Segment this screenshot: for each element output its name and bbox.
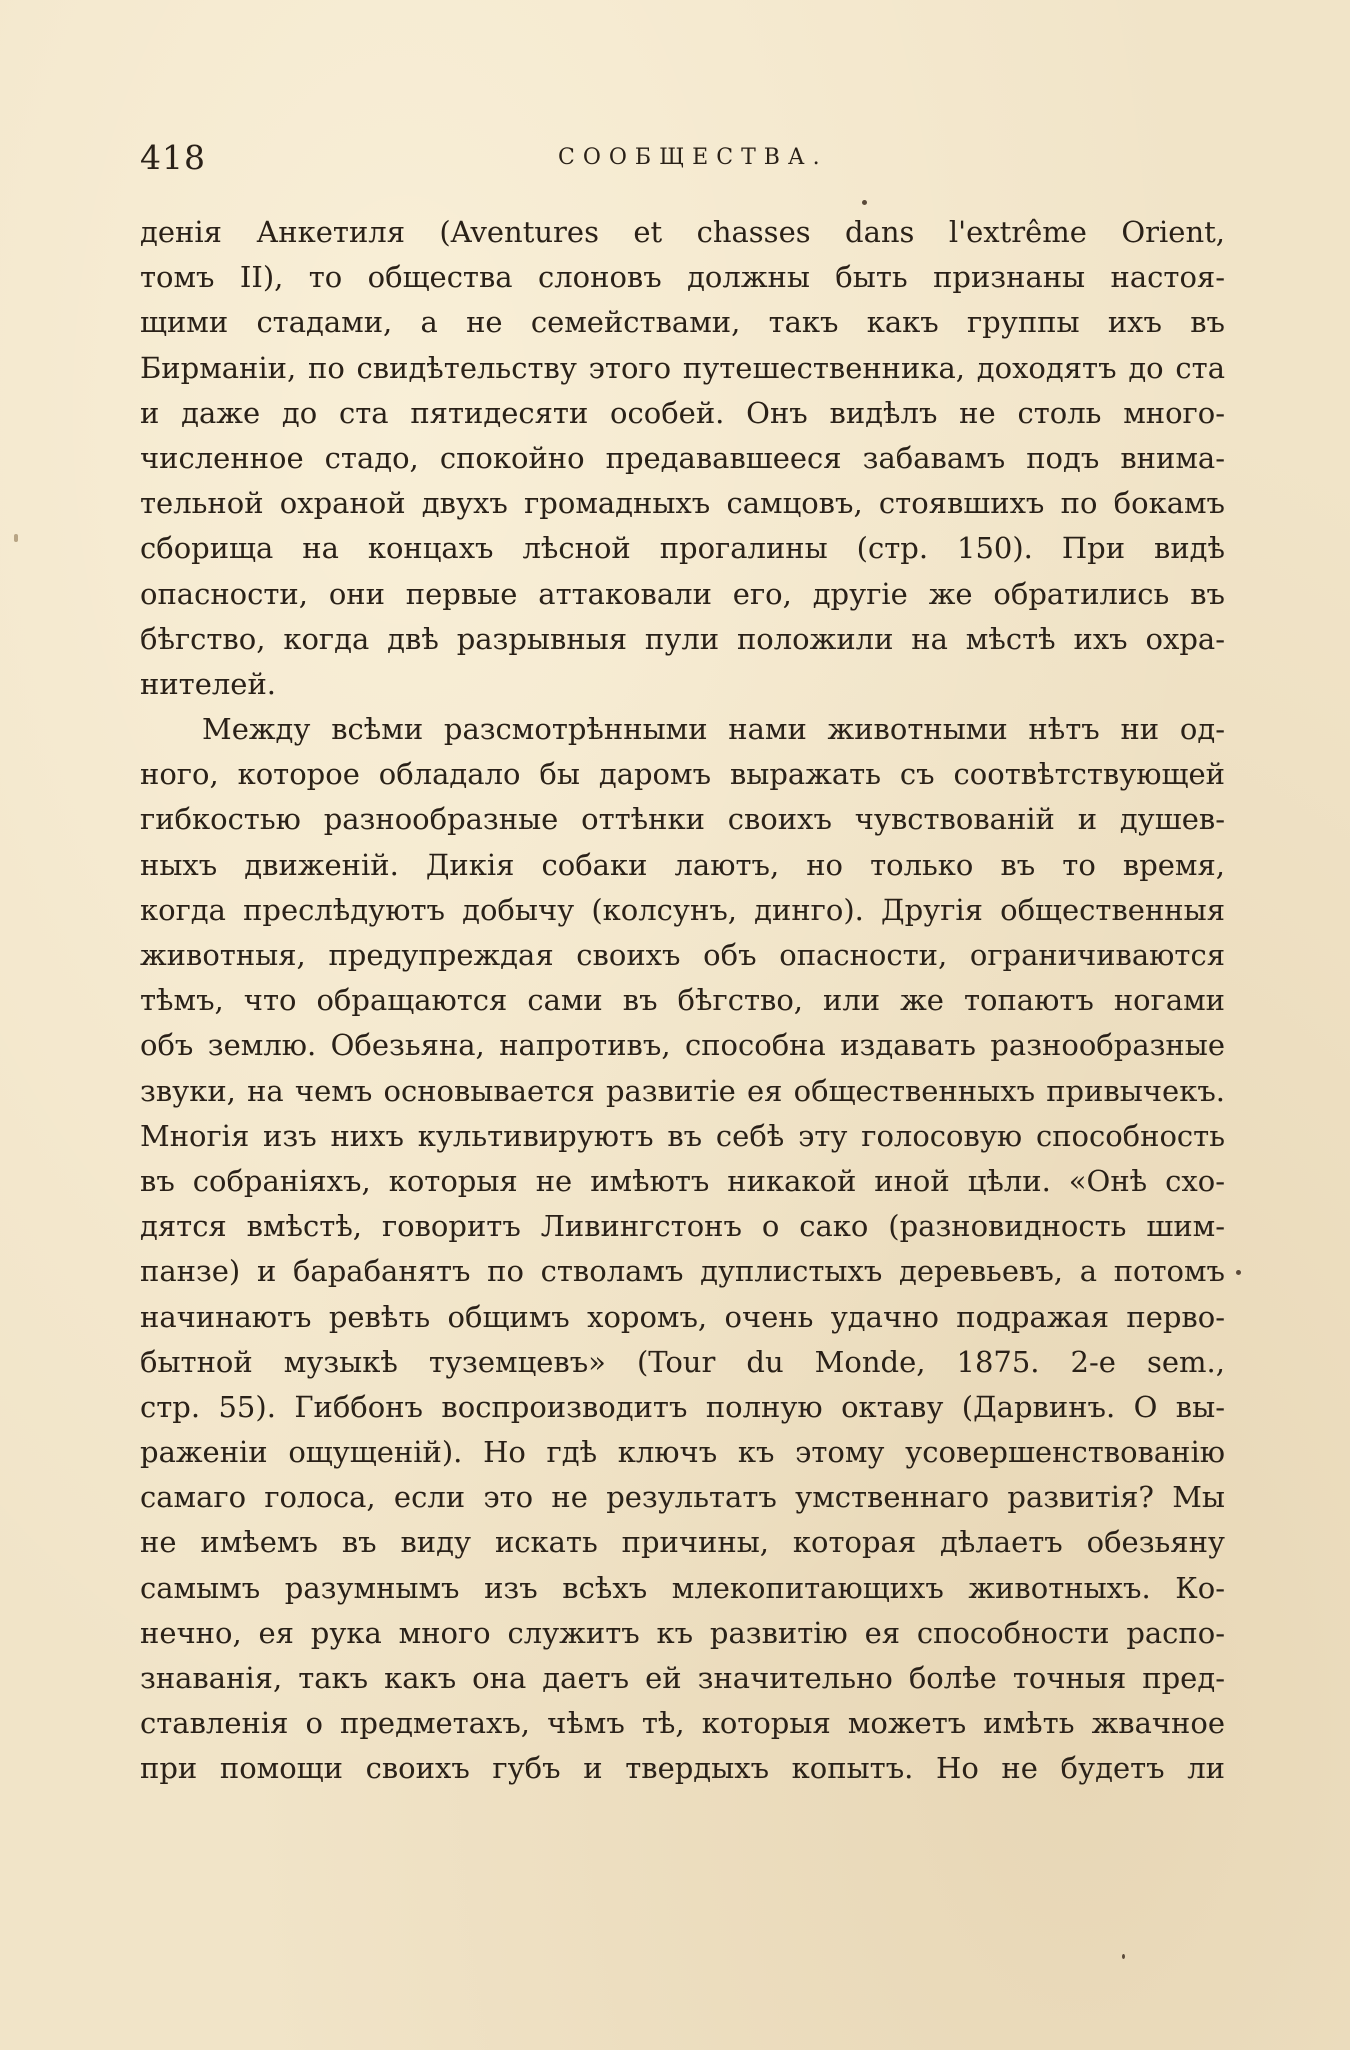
text-line: самаго голоса, если это не результатъ умственнаго развитія? Мы [140,1480,1225,1515]
ink-speck [14,534,18,542]
text-line: численное стадо, спокойно предававшееся забавамъ подъ внима- [140,440,1225,475]
text-line: бытной музыкѣ туземцевъ» (Tour du Monde, 1875. 2-e sem., [140,1344,1225,1379]
paragraph-2 [140,707,1225,1792]
text-line: ставленія о предметахъ, чѣмъ тѣ, которыя можетъ имѣть жвачное [140,1706,1225,1741]
text-line: Многія изъ нихъ культивируютъ въ себѣ эту голосовую способность [140,1118,1225,1153]
text-line: самымъ разумнымъ изъ всѣхъ млекопитающихъ животныхъ. Ко- [140,1570,1225,1605]
text-line: панзе) и барабанятъ по стволамъ дуплистыхъ деревьевъ, а потомъ [140,1254,1225,1289]
text-line: ного, которое обладало бы даромъ выражать съ соотвѣтствующей [140,757,1225,792]
page-header [140,136,1225,180]
text-line: стр. 55). Гиббонъ воспроизводитъ полную октаву (Дарвинъ. О вы- [140,1389,1225,1424]
text-line: въ собраніяхъ, которыя не имѣютъ никакой иной цѣли. «Онѣ схо- [140,1163,1225,1198]
text-line: сборища на концахъ лѣсной прогалины (стр. 150). При видѣ [140,531,1225,566]
text-line: нечно, ея рука много служитъ къ развитію ея способности распо- [140,1615,1225,1650]
text-line: животныя, предупреждая своихъ объ опасности, ограничиваются [140,938,1225,972]
text-line: когда преслѣдуютъ добычу (колсунъ, динго). Другія общественныя [140,892,1225,927]
text-line: объ землю. Обезьяна, напротивъ, способна издавать разнообразные [140,1028,1225,1063]
text-line: дятся вмѣстѣ, говоритъ Ливингстонъ о сако (разновидность шим- [140,1209,1225,1244]
text-line: тельной охраной двухъ громадныхъ самцовъ, стоявшихъ по бокамъ [140,486,1225,521]
text-line: звуки, на чемъ основывается развитіе ея общественныхъ привычекъ. [140,1073,1225,1108]
text-line: ныхъ движеній. Дикія собаки лаютъ, но только въ то время, [140,847,1225,882]
text-line: денія Анкетиля (Aventures et chasses dans l'extrême Orient, [140,215,1225,249]
text-line: нителей. [140,666,276,701]
ink-speck [1236,1270,1241,1275]
running-title: СООБЩЕСТВА. [558,145,828,170]
paragraph-1 [140,210,1225,707]
text-line: знаванія, такъ какъ она даетъ ей значительно болѣе точныя пред- [140,1661,1225,1695]
text-line: не имѣемъ въ виду искать причины, которая дѣлаетъ обезьяну [140,1525,1225,1560]
text-line: при помощи своихъ губъ и твердыхъ копытъ. Но не будетъ ли [140,1751,1225,1786]
text-line: раженіи ощущеній). Но гдѣ ключъ къ этому усовершенствованію [140,1435,1225,1470]
text-line: бѣгство, когда двѣ разрывныя пули положили на мѣстѣ ихъ охра- [140,621,1225,656]
text-line: и даже до ста пятидесяти особей. Онъ видѣлъ не столь много- [140,395,1225,430]
text-line: тѣмъ, что обращаются сами въ бѣгство, или же топаютъ ногами [140,983,1225,1018]
text-line: начинаютъ ревѣть общимъ хоромъ, очень удачно подражая перво- [140,1299,1225,1334]
text-line: щими стадами, а не семействами, такъ какъ группы ихъ въ [140,305,1225,340]
ink-speck [1122,1954,1125,1959]
text-line: Между всѣми разсмотрѣнными нами животными нѣтъ ни од- [202,712,1225,747]
page-number: 418 [140,138,206,177]
text-line: опасности, они первые аттаковали его, другіе же обратились въ [140,576,1225,611]
body-text [140,210,1225,1792]
ink-speck [862,200,867,205]
text-line: гибкостью разнообразные оттѣнки своихъ чувствованій и душев- [140,802,1225,837]
text-line: Бирманіи, по свидѣтельству этого путешественника, доходятъ до ста [140,350,1225,385]
text-line: томъ II), то общества слоновъ должны быть признаны настоя- [140,260,1225,295]
